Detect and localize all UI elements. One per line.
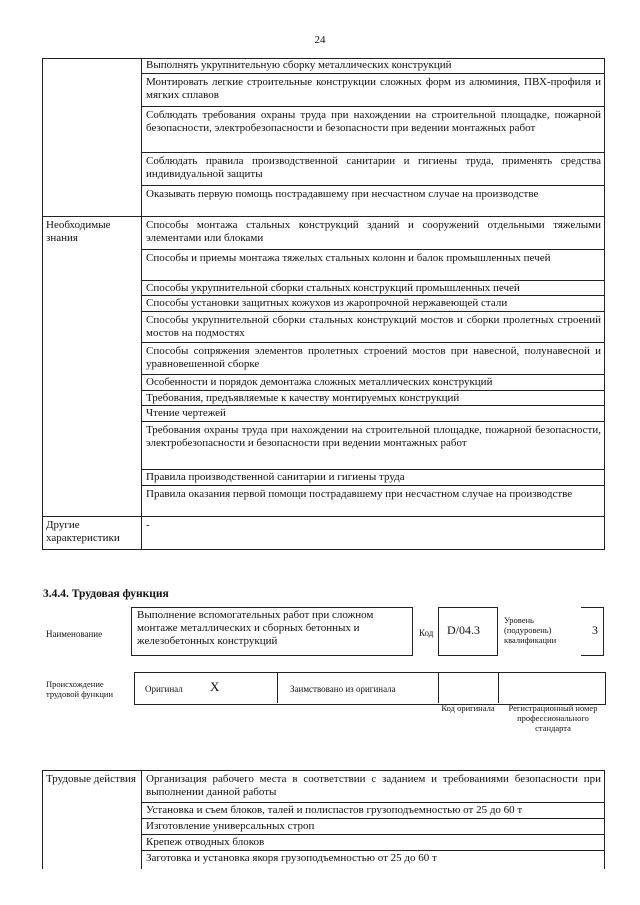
- original-mark: X: [210, 679, 220, 694]
- labor-action-row: Изготовление универсальных строп: [146, 820, 315, 832]
- knowledge-row: Требования охраны труда при нахождении на строительной площадке, пожарной безопасности, электробезопасности и безопасности при ведении монтажных работ: [146, 424, 601, 449]
- knowledge-row: Правила оказания первой помощи пострадавшему при несчастном случае на производстве: [146, 488, 573, 500]
- skill-row: Соблюдать правила производственной санитарии и гигиены труда, применять средства индивидуальной защиты: [146, 155, 601, 180]
- skill-row: Выполнять укрупнительную сборку металлических конструкций: [146, 59, 452, 71]
- labor-action-row: Организация рабочего места в соответствии с заданием и требованиями безопасности при выполнении данной работы: [146, 773, 601, 798]
- knowledge-row: Способы монтажа стальных конструкций зданий и сооружений отдельными тяжелыми элементами или блоками: [146, 219, 601, 244]
- skill-row: Монтировать легкие строительные конструкции сложных форм из алюминия, ПВХ-профиля и мягких сплавов: [146, 76, 601, 101]
- other-characteristics-label: Другие характеристики: [46, 519, 120, 544]
- knowledge-row: Особенности и порядок демонтажа сложных металлических конструкций: [146, 376, 493, 388]
- knowledge-row: Способы сопряжения элементов пролетных строений мостов при навесной, полунавесной и уравновешенной сборке: [146, 345, 601, 370]
- labor-action-row: Крепеж отводных блоков: [146, 836, 265, 848]
- section-title: 3.4.4. Трудовая функция: [43, 588, 169, 600]
- qualification-level-value: 3: [592, 623, 598, 637]
- origin-label: Происхождение трудовой функции: [46, 679, 113, 699]
- qualification-level-label: Уровень (подуровень) квалификации: [504, 615, 557, 645]
- labor-action-row: Установка и съем блоков, талей и полиспастов грузоподъемностью от 25 до 60 т: [146, 804, 523, 816]
- page-number: 24: [314, 34, 326, 46]
- knowledge-row: Чтение чертежей: [146, 407, 226, 419]
- skill-row: Оказывать первую помощь пострадавшему при несчастном случае на производстве: [146, 188, 539, 200]
- registration-number-caption: Регистрационный номер профессионального стандарта: [508, 703, 598, 733]
- knowledge-row: Способы укрупнительной сборки стальных конструкций мостов и сборки пролетных строений мостов на подмостях: [146, 314, 601, 339]
- skill-row: Соблюдать требования охраны труда при нахождении на строительной площадке, пожарной безопасности, электробезопасности и безопасности при ведении монтажных работ: [146, 109, 601, 134]
- other-characteristics-value: -: [146, 519, 150, 531]
- knowledge-row: Способы и приемы монтажа тяжелых стальных колонн и балок промышленных печей: [146, 252, 551, 264]
- labor-actions-label: Трудовые действия: [46, 773, 136, 785]
- knowledge-row: Способы укрупнительной сборки стальных конструкций промышленных печей: [146, 282, 520, 294]
- origin-code-caption: Код оригинала: [441, 703, 495, 713]
- borrowed-label: Заимствовано из оригинала: [290, 684, 396, 694]
- knowledge-row: Требования, предъявляемые к качеству монтируемых конструкций: [146, 392, 460, 404]
- code-label: Код: [419, 628, 434, 638]
- labor-action-row: Заготовка и установка якоря грузоподъемностью от 25 до 60 т: [146, 852, 437, 864]
- name-label: Наименование: [46, 629, 103, 639]
- knowledge-row: Способы установки защитных кожухов из жаропрочной нержавеющей стали: [146, 297, 508, 309]
- knowledge-row: Правила производственной санитарии и гигиены труда: [146, 471, 405, 483]
- function-name-value: Выполнение вспомогательных работ при сложном монтаже металлических и сборных бетонных и железобетонных конструкций: [137, 609, 374, 647]
- original-label: Оригинал: [145, 684, 183, 694]
- knowledge-label: Необходимые знания: [46, 219, 111, 244]
- code-value: D/04.3: [447, 623, 480, 637]
